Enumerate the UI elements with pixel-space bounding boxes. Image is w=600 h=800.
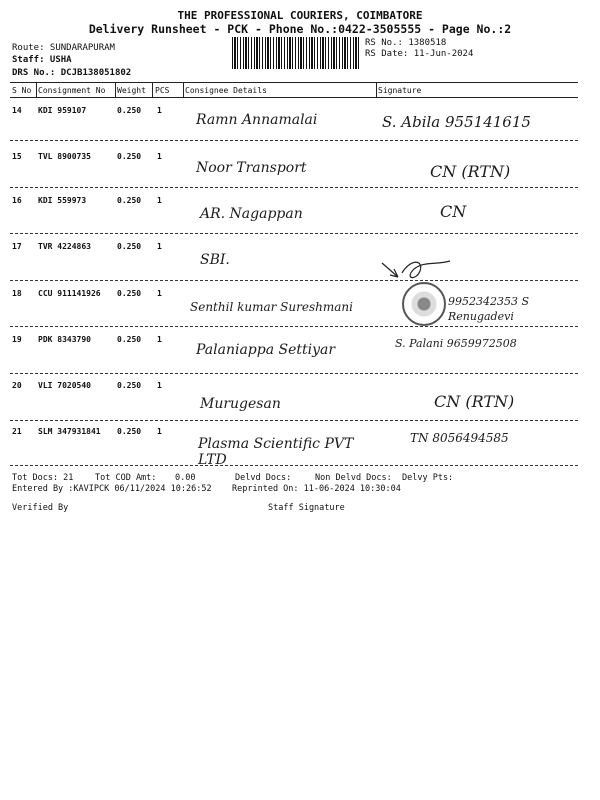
row-consignee: SBI. <box>200 252 230 268</box>
row-pcs: 1 <box>157 335 162 344</box>
row-signature: CN (RTN) <box>434 392 515 411</box>
rs-date: RS Date: 11-Jun-2024 <box>365 49 474 59</box>
row-sno: 15 <box>12 152 22 161</box>
tot-docs: Tot Docs: 21 <box>12 473 74 483</box>
row-divider <box>10 280 578 281</box>
row-consignee: Senthil kumar Sureshmani <box>190 300 353 314</box>
col-pcs: PCS <box>155 86 170 95</box>
col-signature: Signature <box>378 86 422 95</box>
row-consignment: VLI 7020540 <box>38 381 91 390</box>
row-weight: 0.250 <box>117 335 142 344</box>
row-consignee: Noor Transport <box>196 160 307 176</box>
table-header-rule <box>10 97 578 98</box>
row-divider <box>10 420 578 421</box>
row-consignment: KDI 559973 <box>38 196 87 205</box>
row-weight: 0.250 <box>117 196 142 205</box>
row-pcs: 1 <box>157 427 162 436</box>
rs-number: RS No.: 1380518 <box>365 38 447 48</box>
col-consignee: Consignee Details <box>185 86 267 95</box>
row-signature: S. Abila 955141615 <box>382 113 531 131</box>
row-consignee: Ramn Annamalai <box>196 112 318 128</box>
route-label: Route: SUNDARAPURAM <box>12 43 115 53</box>
row-pcs: 1 <box>157 196 162 205</box>
non-delvd-docs: Non Delvd Docs: <box>315 473 392 483</box>
row-consignee: Murugesan <box>200 396 281 412</box>
row-sno: 20 <box>12 381 22 390</box>
row-sno: 16 <box>12 196 22 205</box>
row-divider <box>10 187 578 188</box>
tot-cod-value: 0.00 <box>175 473 196 483</box>
row-weight: 0.250 <box>117 106 142 115</box>
row-consignee: Plasma Scientific PVT LTD <box>198 436 354 468</box>
row-consignment: SLM 347931841 <box>38 427 101 436</box>
row-divider <box>10 373 578 374</box>
col-consignment: Consignment No <box>38 86 106 95</box>
drs-label: DRS No.: DCJB138051802 <box>12 68 132 78</box>
row-pcs: 1 <box>157 106 162 115</box>
delvy-pts: Delvy Pts: <box>402 473 454 483</box>
row-sno: 18 <box>12 289 22 298</box>
row-sno: 17 <box>12 242 22 251</box>
barcode <box>232 37 360 69</box>
row-consignment: PDK 8343790 <box>38 335 91 344</box>
col-sno: S No <box>12 86 32 95</box>
row-consignee: AR. Nagappan <box>200 206 303 222</box>
row-weight: 0.250 <box>117 427 142 436</box>
table-top-rule <box>10 82 578 83</box>
row-divider <box>10 233 578 234</box>
delvd-docs: Delvd Docs: <box>235 473 292 483</box>
col-weight: Weight <box>117 86 146 95</box>
row-consignment: KDI 959107 <box>38 106 87 115</box>
row-divider <box>10 140 578 141</box>
row-sno: 19 <box>12 335 22 344</box>
row-consignment: TVR 4224863 <box>38 242 91 251</box>
tot-cod-label: Tot COD Amt: <box>95 473 157 483</box>
row-pcs: 1 <box>157 152 162 161</box>
row-consignee: Palaniappa Settiyar <box>196 342 336 358</box>
table-bottom-rule <box>10 465 578 466</box>
row-weight: 0.250 <box>117 381 142 390</box>
row-pcs: 1 <box>157 381 162 390</box>
row-pcs: 1 <box>157 289 162 298</box>
row-consignment: CCU 911141926 <box>38 289 101 298</box>
row-signature: 9952342353 S Renugadevi <box>448 295 530 323</box>
runsheet-subtitle: Delivery Runsheet - PCK - Phone No.:0422-3505555 - Page No.:2 <box>88 22 512 36</box>
row-weight: 0.250 <box>117 242 142 251</box>
row-pcs: 1 <box>157 242 162 251</box>
entered-by: Entered By :KAVIPCK 06/11/2024 10:26:52 <box>12 484 212 494</box>
row-signature: TN 8056494585 <box>410 431 509 445</box>
row-divider <box>10 326 578 327</box>
row-signature: CN <box>440 202 467 221</box>
row-weight: 0.250 <box>117 289 142 298</box>
reprinted-on: Reprinted On: 11-06-2024 10:30:04 <box>232 484 401 494</box>
row-sno: 14 <box>12 106 22 115</box>
staff-label: Staff: USHA <box>12 55 72 65</box>
row-signature: CN (RTN) <box>430 162 511 181</box>
company-stamp <box>402 282 446 326</box>
row-consignment: TVL 8900735 <box>38 152 91 161</box>
row-weight: 0.250 <box>117 152 142 161</box>
row-signature: S. Palani 9659972508 <box>395 337 517 350</box>
company-title: THE PROFESSIONAL COURIERS, COIMBATORE <box>177 9 423 22</box>
staff-signature: Staff Signature <box>268 503 345 513</box>
row-sno: 21 <box>12 427 22 436</box>
verified-by: Verified By <box>12 503 69 513</box>
